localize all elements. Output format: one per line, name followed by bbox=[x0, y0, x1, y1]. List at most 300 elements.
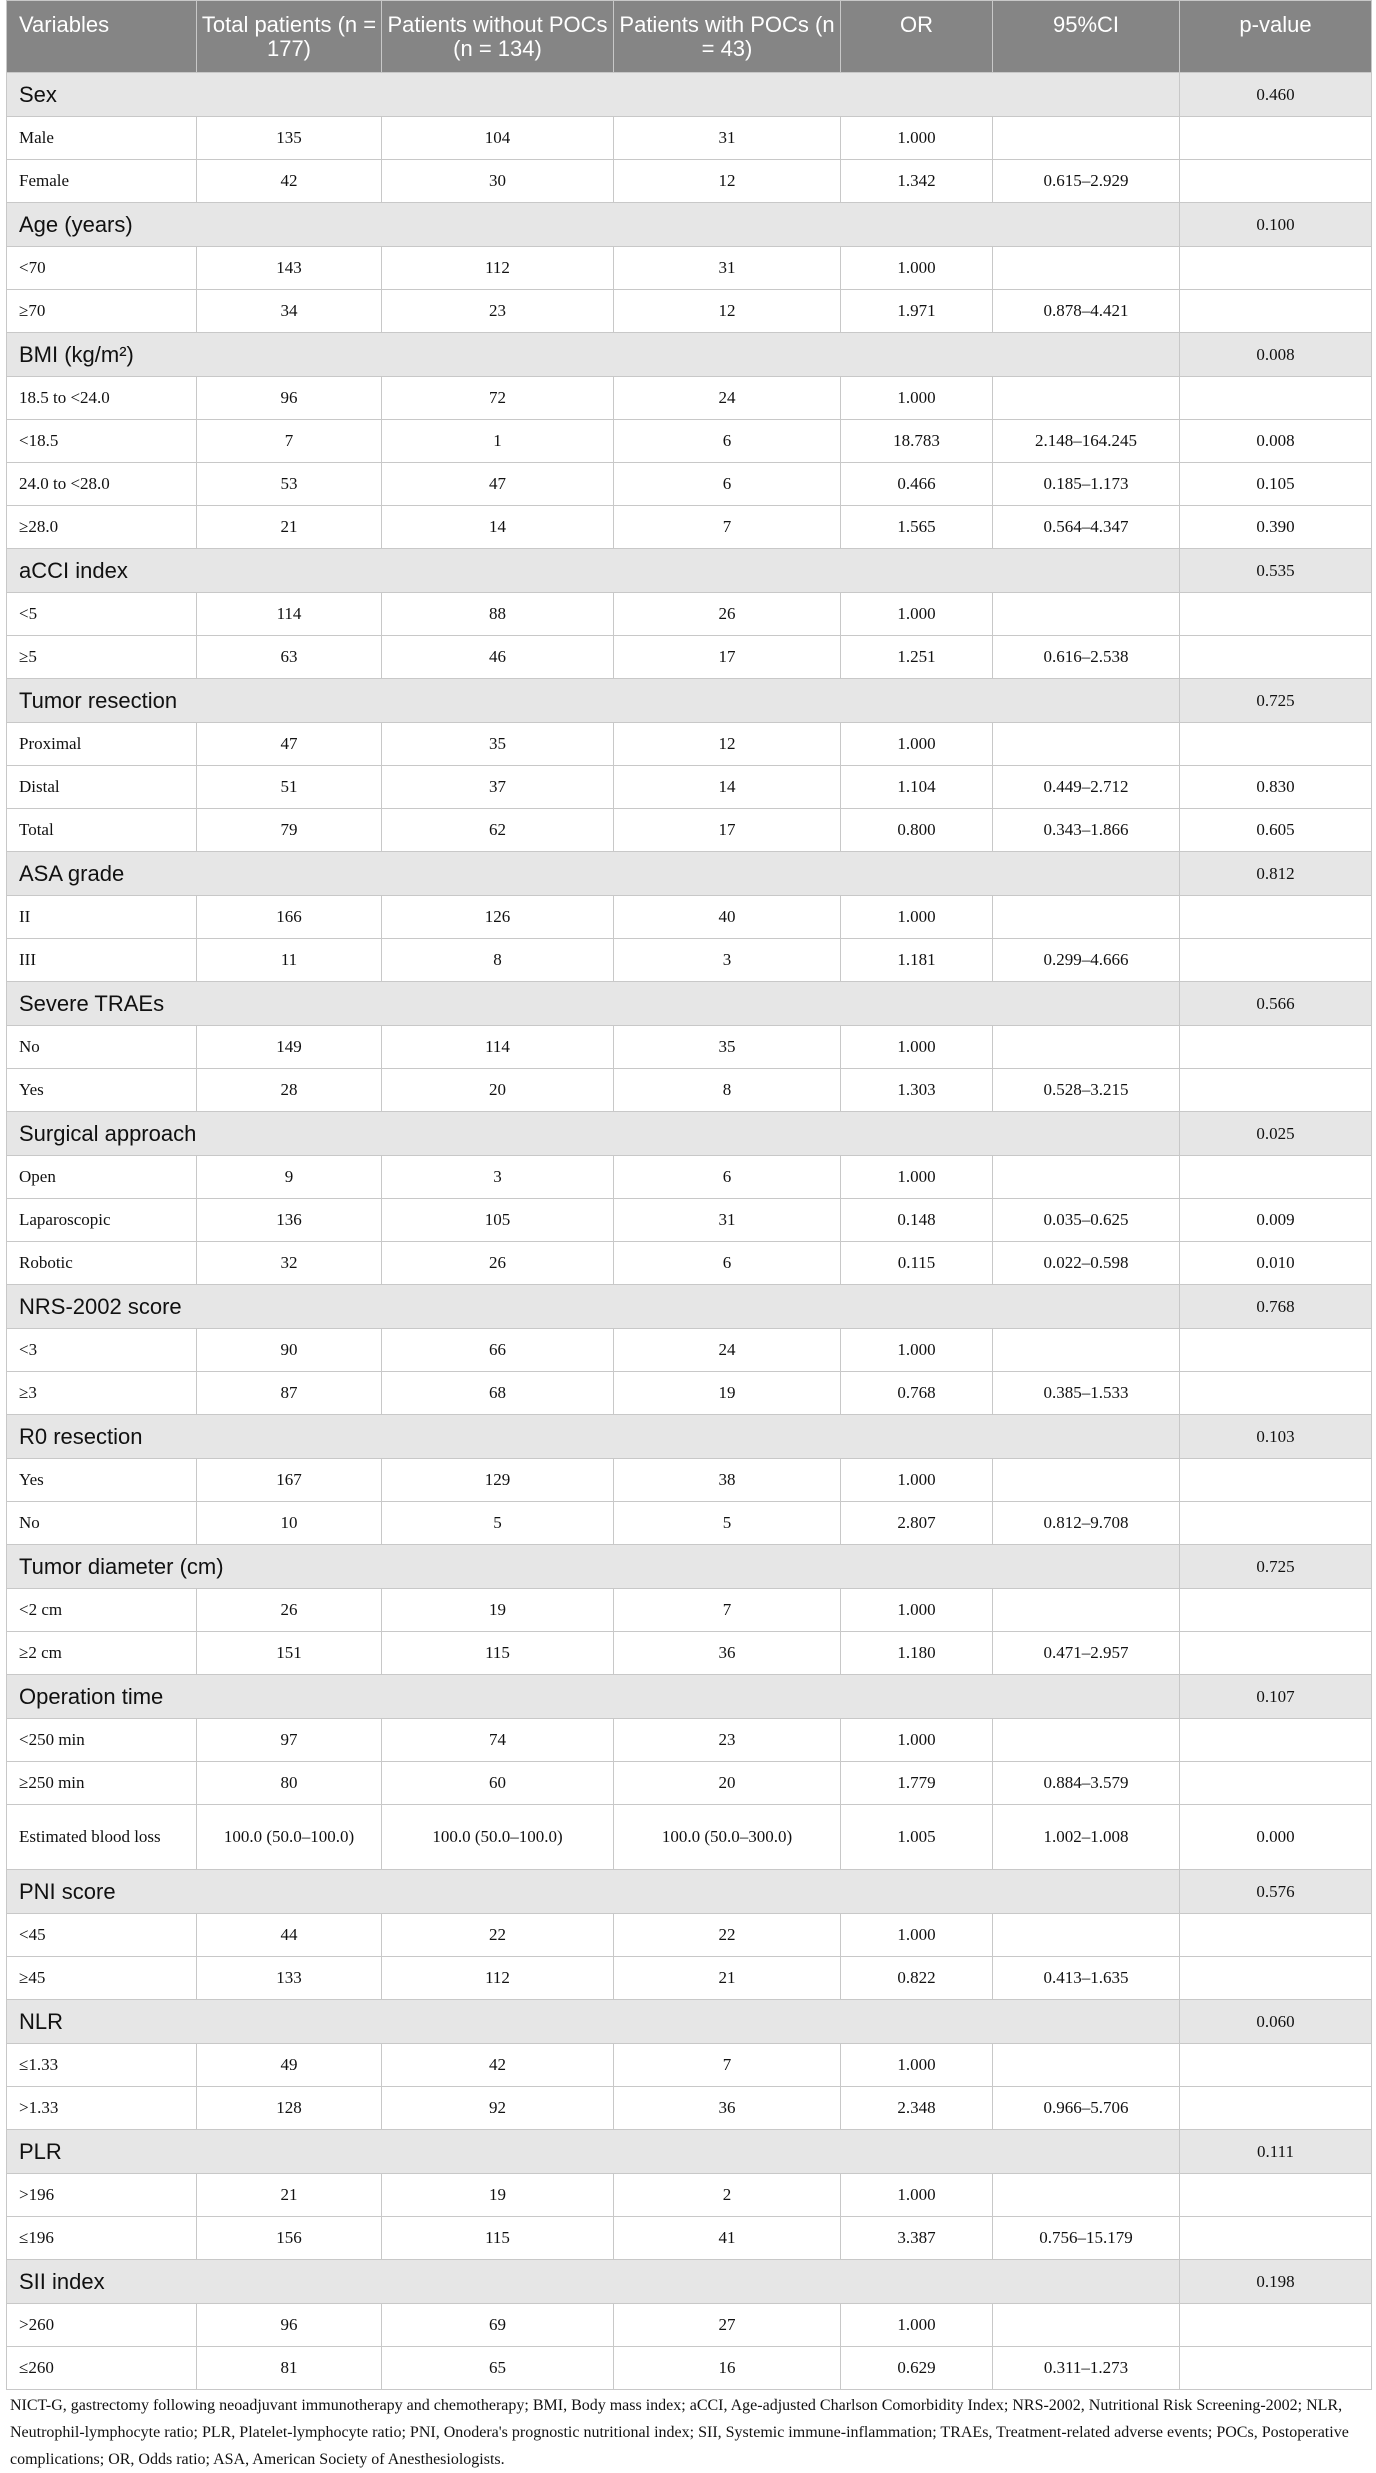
cell-p-value bbox=[1180, 2087, 1372, 2130]
row-label: >260 bbox=[7, 2304, 197, 2347]
row-label: Laparoscopic bbox=[7, 1199, 197, 1242]
cell-without-pocs: 104 bbox=[382, 117, 614, 160]
table-row bbox=[7, 1805, 1372, 1870]
cell-ci: 0.385–1.533 bbox=[993, 1372, 1180, 1415]
cell-or: 0.148 bbox=[841, 1199, 993, 1242]
table-row bbox=[7, 766, 1372, 809]
cell-p-value bbox=[1180, 160, 1372, 203]
cell-with-pocs: 6 bbox=[614, 463, 841, 506]
cell-with-pocs: 36 bbox=[614, 2087, 841, 2130]
table-row bbox=[7, 377, 1372, 420]
cell-or: 1.000 bbox=[841, 1026, 993, 1069]
cell-or: 1.000 bbox=[841, 2044, 993, 2087]
cell-without-pocs: 66 bbox=[382, 1329, 614, 1372]
cell-with-pocs: 40 bbox=[614, 896, 841, 939]
row-label: Distal bbox=[7, 766, 197, 809]
cell-without-pocs: 105 bbox=[382, 1199, 614, 1242]
row-label: >196 bbox=[7, 2174, 197, 2217]
cell-without-pocs: 8 bbox=[382, 939, 614, 982]
cell-or: 2.807 bbox=[841, 1502, 993, 1545]
group-p-value: 0.725 bbox=[1180, 679, 1372, 723]
row-label: 24.0 to <28.0 bbox=[7, 463, 197, 506]
cell-total: 156 bbox=[197, 2217, 382, 2260]
group-label: PNI score bbox=[7, 1870, 1180, 1914]
table-row bbox=[7, 1502, 1372, 1545]
cell-total: 87 bbox=[197, 1372, 382, 1415]
cell-p-value: 0.605 bbox=[1180, 809, 1372, 852]
table-row bbox=[7, 2044, 1372, 2087]
group-label: NRS-2002 score bbox=[7, 1285, 1180, 1329]
row-label: <70 bbox=[7, 247, 197, 290]
cell-ci bbox=[993, 1156, 1180, 1199]
cell-ci: 0.756–15.179 bbox=[993, 2217, 1180, 2260]
cell-total: 96 bbox=[197, 2304, 382, 2347]
cell-with-pocs: 21 bbox=[614, 1957, 841, 2000]
cell-without-pocs: 115 bbox=[382, 2217, 614, 2260]
cell-with-pocs: 7 bbox=[614, 506, 841, 549]
cell-without-pocs: 129 bbox=[382, 1459, 614, 1502]
cell-ci: 2.148–164.245 bbox=[993, 420, 1180, 463]
group-label: R0 resection bbox=[7, 1415, 1180, 1459]
cell-p-value bbox=[1180, 1502, 1372, 1545]
table-row bbox=[7, 809, 1372, 852]
cell-without-pocs: 47 bbox=[382, 463, 614, 506]
row-label: ≥3 bbox=[7, 1372, 197, 1415]
cell-or: 0.115 bbox=[841, 1242, 993, 1285]
cell-with-pocs: 17 bbox=[614, 636, 841, 679]
cell-without-pocs: 112 bbox=[382, 247, 614, 290]
cell-ci: 0.564–4.347 bbox=[993, 506, 1180, 549]
cell-total: 96 bbox=[197, 377, 382, 420]
cell-with-pocs: 17 bbox=[614, 809, 841, 852]
cell-without-pocs: 100.0 (50.0–100.0) bbox=[382, 1805, 614, 1870]
group-p-value: 0.025 bbox=[1180, 1112, 1372, 1156]
cell-ci bbox=[993, 896, 1180, 939]
cell-or: 0.800 bbox=[841, 809, 993, 852]
cell-total: 7 bbox=[197, 420, 382, 463]
cell-without-pocs: 92 bbox=[382, 2087, 614, 2130]
table-row bbox=[7, 1026, 1372, 1069]
cell-p-value bbox=[1180, 1156, 1372, 1199]
cell-p-value bbox=[1180, 939, 1372, 982]
cell-or: 1.000 bbox=[841, 377, 993, 420]
cell-ci: 0.878–4.421 bbox=[993, 290, 1180, 333]
cell-total: 80 bbox=[197, 1762, 382, 1805]
row-label: Open bbox=[7, 1156, 197, 1199]
row-label: ≤260 bbox=[7, 2347, 197, 2390]
cell-without-pocs: 112 bbox=[382, 1957, 614, 2000]
cell-p-value bbox=[1180, 117, 1372, 160]
table-body bbox=[7, 73, 1372, 2390]
group-header-row bbox=[7, 982, 1372, 1026]
cell-without-pocs: 3 bbox=[382, 1156, 614, 1199]
cell-ci bbox=[993, 2304, 1180, 2347]
row-label: Total bbox=[7, 809, 197, 852]
cell-without-pocs: 69 bbox=[382, 2304, 614, 2347]
group-p-value: 0.460 bbox=[1180, 73, 1372, 117]
cell-or: 1.180 bbox=[841, 1632, 993, 1675]
group-label: BMI (kg/m²) bbox=[7, 333, 1180, 377]
group-header-row bbox=[7, 73, 1372, 117]
cell-ci: 0.615–2.929 bbox=[993, 160, 1180, 203]
row-label: ≥45 bbox=[7, 1957, 197, 2000]
cell-with-pocs: 14 bbox=[614, 766, 841, 809]
cell-ci bbox=[993, 117, 1180, 160]
cell-ci: 1.002–1.008 bbox=[993, 1805, 1180, 1870]
group-header-row bbox=[7, 549, 1372, 593]
cell-with-pocs: 5 bbox=[614, 1502, 841, 1545]
cell-or: 0.466 bbox=[841, 463, 993, 506]
table-row bbox=[7, 939, 1372, 982]
cell-p-value: 0.010 bbox=[1180, 1242, 1372, 1285]
cell-with-pocs: 27 bbox=[614, 2304, 841, 2347]
group-label: Age (years) bbox=[7, 203, 1180, 247]
cell-ci bbox=[993, 1026, 1180, 1069]
cell-total: 151 bbox=[197, 1632, 382, 1675]
row-label: II bbox=[7, 896, 197, 939]
cell-ci: 0.185–1.173 bbox=[993, 463, 1180, 506]
cell-p-value bbox=[1180, 247, 1372, 290]
cell-total: 149 bbox=[197, 1026, 382, 1069]
cell-ci bbox=[993, 1589, 1180, 1632]
cell-without-pocs: 5 bbox=[382, 1502, 614, 1545]
group-header-row bbox=[7, 1112, 1372, 1156]
table-row bbox=[7, 160, 1372, 203]
cell-without-pocs: 115 bbox=[382, 1632, 614, 1675]
cell-with-pocs: 26 bbox=[614, 593, 841, 636]
group-p-value: 0.768 bbox=[1180, 1285, 1372, 1329]
cell-total: 49 bbox=[197, 2044, 382, 2087]
cell-total: 44 bbox=[197, 1914, 382, 1957]
cell-total: 11 bbox=[197, 939, 382, 982]
row-label: <3 bbox=[7, 1329, 197, 1372]
cell-or: 1.000 bbox=[841, 1329, 993, 1372]
cell-ci: 0.966–5.706 bbox=[993, 2087, 1180, 2130]
cell-with-pocs: 38 bbox=[614, 1459, 841, 1502]
cell-total: 128 bbox=[197, 2087, 382, 2130]
table-row bbox=[7, 2217, 1372, 2260]
group-header-row bbox=[7, 1415, 1372, 1459]
group-label: SII index bbox=[7, 2260, 1180, 2304]
cell-p-value bbox=[1180, 1957, 1372, 2000]
cell-or: 18.783 bbox=[841, 420, 993, 463]
header-total: Total patients (n = 177) bbox=[197, 1, 382, 73]
cell-with-pocs: 2 bbox=[614, 2174, 841, 2217]
cell-without-pocs: 22 bbox=[382, 1914, 614, 1957]
row-label: Proximal bbox=[7, 723, 197, 766]
cell-or: 1.000 bbox=[841, 2304, 993, 2347]
cell-or: 1.000 bbox=[841, 2174, 993, 2217]
row-label: ≥5 bbox=[7, 636, 197, 679]
table-row bbox=[7, 1914, 1372, 1957]
cell-without-pocs: 19 bbox=[382, 2174, 614, 2217]
row-label: Male bbox=[7, 117, 197, 160]
cell-or: 0.629 bbox=[841, 2347, 993, 2390]
results-table-container bbox=[6, 0, 1371, 2390]
cell-with-pocs: 12 bbox=[614, 290, 841, 333]
table-row bbox=[7, 1069, 1372, 1112]
cell-p-value: 0.000 bbox=[1180, 1805, 1372, 1870]
table-row bbox=[7, 723, 1372, 766]
table-row bbox=[7, 463, 1372, 506]
cell-with-pocs: 7 bbox=[614, 1589, 841, 1632]
cell-p-value bbox=[1180, 723, 1372, 766]
table-row bbox=[7, 506, 1372, 549]
header-or: OR bbox=[841, 1, 993, 73]
cell-ci bbox=[993, 2044, 1180, 2087]
cell-total: 133 bbox=[197, 1957, 382, 2000]
cell-without-pocs: 14 bbox=[382, 506, 614, 549]
table-row bbox=[7, 636, 1372, 679]
cell-total: 9 bbox=[197, 1156, 382, 1199]
cell-or: 1.000 bbox=[841, 1459, 993, 1502]
cell-p-value bbox=[1180, 2304, 1372, 2347]
group-p-value: 0.103 bbox=[1180, 1415, 1372, 1459]
cell-with-pocs: 12 bbox=[614, 160, 841, 203]
group-p-value: 0.576 bbox=[1180, 1870, 1372, 1914]
header-without-pocs: Patients without POCs (n = 134) bbox=[382, 1, 614, 73]
cell-p-value bbox=[1180, 2217, 1372, 2260]
cell-p-value bbox=[1180, 593, 1372, 636]
table-row bbox=[7, 1632, 1372, 1675]
cell-with-pocs: 23 bbox=[614, 1719, 841, 1762]
group-header-row bbox=[7, 2000, 1372, 2044]
cell-without-pocs: 46 bbox=[382, 636, 614, 679]
cell-total: 21 bbox=[197, 506, 382, 549]
row-label: ≤1.33 bbox=[7, 2044, 197, 2087]
cell-ci bbox=[993, 593, 1180, 636]
cell-without-pocs: 1 bbox=[382, 420, 614, 463]
cell-total: 166 bbox=[197, 896, 382, 939]
cell-with-pocs: 3 bbox=[614, 939, 841, 982]
cell-p-value bbox=[1180, 1329, 1372, 1372]
cell-ci bbox=[993, 1459, 1180, 1502]
cell-total: 135 bbox=[197, 117, 382, 160]
cell-ci: 0.812–9.708 bbox=[993, 1502, 1180, 1545]
cell-ci bbox=[993, 2174, 1180, 2217]
cell-or: 0.768 bbox=[841, 1372, 993, 1415]
cell-p-value bbox=[1180, 1632, 1372, 1675]
header-with-pocs: Patients with POCs (n = 43) bbox=[614, 1, 841, 73]
cell-p-value bbox=[1180, 2347, 1372, 2390]
cell-total: 32 bbox=[197, 1242, 382, 1285]
table-row bbox=[7, 2174, 1372, 2217]
table-row bbox=[7, 896, 1372, 939]
cell-or: 1.000 bbox=[841, 247, 993, 290]
table-row bbox=[7, 420, 1372, 463]
cell-or: 1.342 bbox=[841, 160, 993, 203]
cell-without-pocs: 74 bbox=[382, 1719, 614, 1762]
group-header-row bbox=[7, 852, 1372, 896]
cell-ci: 0.471–2.957 bbox=[993, 1632, 1180, 1675]
cell-p-value: 0.105 bbox=[1180, 463, 1372, 506]
group-header-row bbox=[7, 1545, 1372, 1589]
group-header-row bbox=[7, 679, 1372, 723]
cell-p-value: 0.008 bbox=[1180, 420, 1372, 463]
table-row bbox=[7, 1719, 1372, 1762]
cell-total: 28 bbox=[197, 1069, 382, 1112]
table-row bbox=[7, 2304, 1372, 2347]
cell-total: 136 bbox=[197, 1199, 382, 1242]
row-label: <250 min bbox=[7, 1719, 197, 1762]
cell-total: 34 bbox=[197, 290, 382, 333]
cell-without-pocs: 62 bbox=[382, 809, 614, 852]
header-row bbox=[7, 1, 1372, 73]
group-header-row bbox=[7, 203, 1372, 247]
header-variables: Variables bbox=[7, 1, 197, 73]
cell-total: 97 bbox=[197, 1719, 382, 1762]
table-row bbox=[7, 593, 1372, 636]
cell-or: 1.005 bbox=[841, 1805, 993, 1870]
cell-without-pocs: 42 bbox=[382, 2044, 614, 2087]
table-row bbox=[7, 1329, 1372, 1372]
header-p-value: p-value bbox=[1180, 1, 1372, 73]
group-p-value: 0.535 bbox=[1180, 549, 1372, 593]
cell-with-pocs: 22 bbox=[614, 1914, 841, 1957]
cell-or: 1.000 bbox=[841, 1156, 993, 1199]
cell-without-pocs: 68 bbox=[382, 1372, 614, 1415]
row-label: Female bbox=[7, 160, 197, 203]
row-label: Robotic bbox=[7, 1242, 197, 1285]
cell-p-value bbox=[1180, 1719, 1372, 1762]
cell-without-pocs: 88 bbox=[382, 593, 614, 636]
table-row bbox=[7, 2087, 1372, 2130]
cell-or: 1.104 bbox=[841, 766, 993, 809]
group-p-value: 0.812 bbox=[1180, 852, 1372, 896]
cell-or: 0.822 bbox=[841, 1957, 993, 2000]
cell-without-pocs: 23 bbox=[382, 290, 614, 333]
cell-without-pocs: 19 bbox=[382, 1589, 614, 1632]
row-label: ≥2 cm bbox=[7, 1632, 197, 1675]
cell-with-pocs: 8 bbox=[614, 1069, 841, 1112]
row-label: ≥70 bbox=[7, 290, 197, 333]
row-label: Estimated blood loss bbox=[7, 1805, 197, 1870]
cell-ci: 0.311–1.273 bbox=[993, 2347, 1180, 2390]
row-label: <18.5 bbox=[7, 420, 197, 463]
table-row bbox=[7, 117, 1372, 160]
cell-p-value bbox=[1180, 290, 1372, 333]
cell-without-pocs: 65 bbox=[382, 2347, 614, 2390]
cell-p-value bbox=[1180, 1459, 1372, 1502]
cell-without-pocs: 72 bbox=[382, 377, 614, 420]
table-row bbox=[7, 1199, 1372, 1242]
cell-ci: 0.022–0.598 bbox=[993, 1242, 1180, 1285]
cell-or: 1.000 bbox=[841, 593, 993, 636]
group-label: Tumor diameter (cm) bbox=[7, 1545, 1180, 1589]
row-label: ≤196 bbox=[7, 2217, 197, 2260]
cell-p-value: 0.390 bbox=[1180, 506, 1372, 549]
cell-p-value bbox=[1180, 377, 1372, 420]
cell-with-pocs: 20 bbox=[614, 1762, 841, 1805]
cell-p-value bbox=[1180, 2044, 1372, 2087]
group-header-row bbox=[7, 2130, 1372, 2174]
cell-without-pocs: 126 bbox=[382, 896, 614, 939]
cell-without-pocs: 20 bbox=[382, 1069, 614, 1112]
cell-ci: 0.449–2.712 bbox=[993, 766, 1180, 809]
cell-with-pocs: 6 bbox=[614, 1156, 841, 1199]
results-table bbox=[6, 0, 1372, 2390]
group-label: PLR bbox=[7, 2130, 1180, 2174]
cell-without-pocs: 30 bbox=[382, 160, 614, 203]
row-label: ≥28.0 bbox=[7, 506, 197, 549]
cell-p-value bbox=[1180, 636, 1372, 679]
cell-p-value bbox=[1180, 1589, 1372, 1632]
cell-without-pocs: 60 bbox=[382, 1762, 614, 1805]
table-row bbox=[7, 247, 1372, 290]
table-row bbox=[7, 1459, 1372, 1502]
group-p-value: 0.566 bbox=[1180, 982, 1372, 1026]
cell-with-pocs: 36 bbox=[614, 1632, 841, 1675]
table-row bbox=[7, 1242, 1372, 1285]
row-label: No bbox=[7, 1502, 197, 1545]
cell-total: 21 bbox=[197, 2174, 382, 2217]
group-label: Operation time bbox=[7, 1675, 1180, 1719]
group-label: Severe TRAEs bbox=[7, 982, 1180, 1026]
group-label: NLR bbox=[7, 2000, 1180, 2044]
cell-with-pocs: 31 bbox=[614, 1199, 841, 1242]
cell-with-pocs: 6 bbox=[614, 420, 841, 463]
cell-or: 3.387 bbox=[841, 2217, 993, 2260]
group-p-value: 0.111 bbox=[1180, 2130, 1372, 2174]
row-label: Yes bbox=[7, 1459, 197, 1502]
table-row bbox=[7, 1372, 1372, 1415]
cell-p-value bbox=[1180, 1914, 1372, 1957]
cell-ci: 0.413–1.635 bbox=[993, 1957, 1180, 2000]
row-label: Yes bbox=[7, 1069, 197, 1112]
cell-without-pocs: 26 bbox=[382, 1242, 614, 1285]
group-p-value: 0.060 bbox=[1180, 2000, 1372, 2044]
row-label: <2 cm bbox=[7, 1589, 197, 1632]
cell-or: 1.000 bbox=[841, 1589, 993, 1632]
cell-or: 1.971 bbox=[841, 290, 993, 333]
cell-total: 79 bbox=[197, 809, 382, 852]
cell-p-value bbox=[1180, 896, 1372, 939]
group-header-row bbox=[7, 2260, 1372, 2304]
cell-total: 47 bbox=[197, 723, 382, 766]
cell-total: 81 bbox=[197, 2347, 382, 2390]
group-p-value: 0.725 bbox=[1180, 1545, 1372, 1589]
cell-with-pocs: 24 bbox=[614, 377, 841, 420]
table-row bbox=[7, 1957, 1372, 2000]
group-header-row bbox=[7, 1675, 1372, 1719]
cell-or: 1.303 bbox=[841, 1069, 993, 1112]
table-row bbox=[7, 2347, 1372, 2390]
cell-with-pocs: 35 bbox=[614, 1026, 841, 1069]
row-label: ≥250 min bbox=[7, 1762, 197, 1805]
cell-total: 143 bbox=[197, 247, 382, 290]
cell-with-pocs: 19 bbox=[614, 1372, 841, 1415]
table-row bbox=[7, 1762, 1372, 1805]
cell-with-pocs: 31 bbox=[614, 247, 841, 290]
cell-ci bbox=[993, 1329, 1180, 1372]
cell-total: 100.0 (50.0–100.0) bbox=[197, 1805, 382, 1870]
cell-or: 1.779 bbox=[841, 1762, 993, 1805]
row-label: <5 bbox=[7, 593, 197, 636]
table-footnote: NICT-G, gastrectomy following neoadjuvant immunotherapy and chemotherapy; BMI, Body mass index; aCCI, Age-adjusted Charlson Comorbidity Index; NRS-2002, Nutritional Risk Screening-2002; NLR, Neutrophil-lymphocyte ratio; PLR, Platelet-lymphocyte ratio; PNI, Onodera's prognostic nutritional index; SII, Systemic immune-inflammation; TRAEs, Treatment-related adverse events; POCs, Postoperative complications; OR, Odds ratio; ASA, American Society of Anesthesiologists. bbox=[10, 2397, 1349, 2468]
group-label: aCCI index bbox=[7, 549, 1180, 593]
cell-without-pocs: 35 bbox=[382, 723, 614, 766]
cell-total: 167 bbox=[197, 1459, 382, 1502]
cell-ci bbox=[993, 723, 1180, 766]
row-label: 18.5 to <24.0 bbox=[7, 377, 197, 420]
cell-ci: 0.035–0.625 bbox=[993, 1199, 1180, 1242]
cell-with-pocs: 24 bbox=[614, 1329, 841, 1372]
cell-total: 63 bbox=[197, 636, 382, 679]
cell-p-value bbox=[1180, 1026, 1372, 1069]
table-row bbox=[7, 290, 1372, 333]
group-header-row bbox=[7, 333, 1372, 377]
row-label: No bbox=[7, 1026, 197, 1069]
